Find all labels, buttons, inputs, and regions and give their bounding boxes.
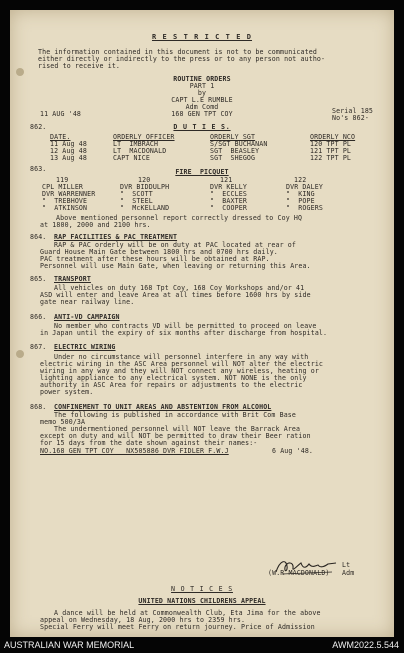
platoon-number: 120 <box>138 176 151 184</box>
table-cell: 121 TPT PL <box>310 147 352 155</box>
order-number: 866. <box>30 313 47 321</box>
notice-line: rised to receive it. <box>38 62 121 70</box>
table-cell: 11 Aug 48 <box>50 140 87 148</box>
table-cell: CAPT NICE <box>113 154 150 162</box>
order-appointment: Adm Comd <box>185 103 219 111</box>
order-number: 862. <box>30 123 47 131</box>
table-cell: " COOPER <box>210 204 247 212</box>
col-header: ORDERLY SGT <box>210 133 256 141</box>
body-text: All vehicles on duty 168 Tpt Coy, 168 Coy Workshops and/or 41 <box>54 284 305 292</box>
body-text: PAC treatment after these hours will be obtained at RAP. <box>40 255 270 263</box>
table-cell: 13 Aug 48 <box>50 154 87 162</box>
order-numbers: No's 862- <box>332 114 369 122</box>
accession-number: AWM2022.5.544 <box>332 640 399 650</box>
body-text: The following is published in accordance with Brit Com Base <box>54 411 297 419</box>
body-text: ASD will enter and leave Area at all times before 1600 hrs by side <box>40 291 311 299</box>
body-text: gate near railway line. <box>40 298 135 306</box>
notice-line: The information contained in this document is not to be communicated <box>38 48 317 56</box>
document-page <box>10 10 394 637</box>
signatory-rank: Lt <box>342 561 351 569</box>
order-title: ROUTINE ORDERS <box>173 75 231 83</box>
body-text: Personnel will use Main Gate, when leaving or returning this Area. <box>40 262 311 270</box>
table-cell: " ECCLES <box>210 190 247 198</box>
table-cell: SGT SHEGOG <box>210 154 256 162</box>
punch-hole <box>16 350 24 358</box>
table-cell: " KING <box>286 190 315 198</box>
archive-footer <box>0 637 404 653</box>
table-cell: " BAXTER <box>210 197 247 205</box>
order-number: 864. <box>30 233 47 241</box>
table-cell: " TREBHOVE <box>42 197 88 205</box>
table-cell: DVR WARRENNER <box>42 190 96 198</box>
body-text: at 1800, 2000 and 2100 hrs. <box>40 221 151 229</box>
table-cell: " ROGERS <box>286 204 323 212</box>
serial-number: Serial 185 <box>332 107 374 115</box>
order-number: 863. <box>30 165 47 173</box>
body-text: authority in ASC Area for repairs or adjustments to the electric <box>40 381 303 389</box>
body-text: memo 500/3A <box>40 418 86 426</box>
body-text: for 15 days from the date shown against their names:- <box>40 439 258 447</box>
order-authority: CAPT L.E RUMBLE <box>171 96 233 104</box>
signatory-appointment: Adm <box>342 569 355 577</box>
table-cell: SGT BEASLEY <box>210 147 260 155</box>
table-cell: " McKELLAND <box>120 204 170 212</box>
table-cell: DVR KELLY <box>210 183 247 191</box>
entry-date: 6 Aug '48. <box>272 447 314 455</box>
table-cell: 122 TPT PL <box>310 154 352 162</box>
punch-hole <box>16 68 24 76</box>
notice-subheading: UNITED NATIONS CHILDRENS APPEAL <box>138 597 266 605</box>
table-cell: LT MACDONALD <box>113 147 167 155</box>
platoon-number: 122 <box>294 176 307 184</box>
body-text: No member who contracts VD will be permitted to proceed on leave <box>54 322 317 330</box>
table-cell: CPL MILLER <box>42 183 84 191</box>
classification: R E S T R I C T E D <box>151 33 253 41</box>
body-text: Special Ferry will meet Ferry on return journey. Price of Admission <box>40 623 315 631</box>
notices-heading: N O T I C E S <box>171 585 233 593</box>
body-text: except on duty and will NOT be permitted to draw their Beer ration <box>40 432 311 440</box>
col-header: ORDERLY NCO <box>310 133 356 141</box>
signatory-name: (W.R MACDONALD) <box>268 569 330 577</box>
body-text: in Japan until the expiry of six months after discharge from hospital. <box>40 329 328 337</box>
table-cell: " ATKINSON <box>42 204 88 212</box>
body-text: RAP & PAC orderly will be on duty at PAC located at rear of <box>54 241 297 249</box>
order-part: PART 1 <box>189 82 215 90</box>
table-cell: DVR DALEY <box>286 183 323 191</box>
body-text: lighting appliance to any electrical system. NOT NONE is the only <box>40 374 307 382</box>
body-text: wiring in any way and they will NOT connect any wireless, heating or <box>40 367 319 375</box>
platoon-number: 121 <box>220 176 233 184</box>
table-cell: 12 Aug 48 <box>50 147 87 155</box>
section-heading: CONFINEMENT TO UNIT AREAS AND ABSTENTION FROM ALCOHOL <box>54 403 272 411</box>
table-cell: " POPE <box>286 197 315 205</box>
section-heading: FIRE PICQUET <box>175 168 229 176</box>
body-text: electric wiring in the ASC Area personnel will NOT alter the electric <box>40 360 324 368</box>
table-cell: 120 TPT PL <box>310 140 352 148</box>
platoon-number: 119 <box>56 176 69 184</box>
order-number: 868. <box>30 403 47 411</box>
body-text: A dance will be held at Commonwealth Club, Eta Jima for the above <box>54 609 321 617</box>
col-header: ORDERLY OFFICER <box>113 133 175 141</box>
order-by: by <box>197 89 207 97</box>
order-unit: 168 GEN TPT COY <box>171 110 233 118</box>
section-heading: D U T I E S. <box>173 123 231 131</box>
body-text: appeal on Wednesday, 18 Aug, 2000 hrs to 2359 hrs. <box>40 616 246 624</box>
body-text: power system. <box>40 388 94 396</box>
table-cell: DVR BIDDULPH <box>120 183 170 191</box>
body-text: Above mentioned personnel report correctly dressed to Coy HQ <box>56 214 303 222</box>
table-cell: " SCOTT <box>120 190 153 198</box>
order-number: 867. <box>30 343 47 351</box>
table-cell: " STEEL <box>120 197 153 205</box>
table-cell: LT IMBRACH <box>113 140 159 148</box>
body-text: The undermentioned personnel will NOT leave the Barrack Area <box>54 425 301 433</box>
section-heading: TRANSPORT <box>54 275 91 283</box>
order-date: 11 AUG '48 <box>40 110 82 118</box>
notice-line: either directly or indirectly to the press or to any person not autho- <box>38 55 326 63</box>
order-number: 865. <box>30 275 47 283</box>
section-heading: RAP FACILITIES & PAC TREATMENT <box>54 233 178 241</box>
table-cell: S/SGT BUCHANAN <box>210 140 268 148</box>
confinement-entry: NO.168 GEN TPT COY NX505886 DVR FIDLER F.W.J <box>40 447 229 455</box>
section-heading: ANTI-VD CAMPAIGN <box>54 313 120 321</box>
body-text: Guard House Main Gate between 1800 hrs and 0700 hrs daily. <box>40 248 278 256</box>
col-header: DATE. <box>50 133 71 141</box>
section-heading: ELECTRIC WIRING <box>54 343 116 351</box>
archive-name: AUSTRALIAN WAR MEMORIAL <box>4 640 135 650</box>
body-text: Under no circumstance will personnel interfere in any way with <box>54 353 309 361</box>
